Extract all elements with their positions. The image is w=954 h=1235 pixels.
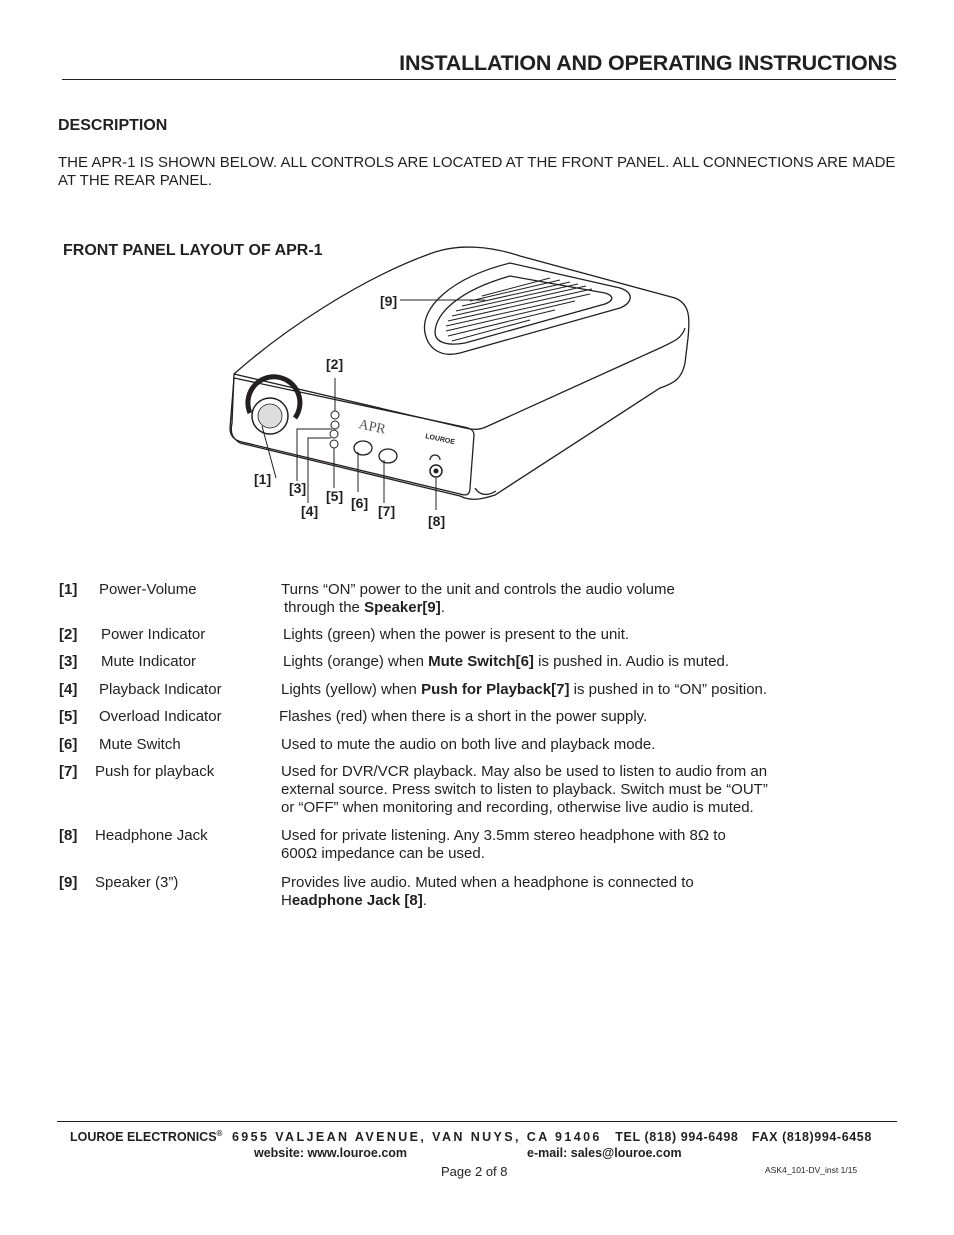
callout-7: [7] [378,503,396,519]
company-fax: FAX (818)994-6458 [751,1130,872,1145]
callout-2: [2] [326,356,344,372]
callout-8: [8] [428,513,446,529]
email-link[interactable]: e-mail: sales@louroe.com [527,1146,682,1160]
page-title: INSTALLATION AND OPERATING INSTRUCTIONS [399,51,897,75]
louroe-logo: LOUROE [424,433,456,447]
description-heading: DESCRIPTION [58,117,168,134]
callout-6: [6] [351,495,369,511]
page-number: Page 2 of 8 [441,1164,508,1179]
website-link[interactable]: website: www.louroe.com [254,1146,408,1160]
callout-5: [5] [326,488,344,504]
callout-3: [3] [289,480,307,496]
front-panel-heading: FRONT PANEL LAYOUT OF APR-1 [63,242,323,259]
company-address: 6955 VALJEAN AVENUE, VAN NUYS, CA 91406 [231,1130,602,1145]
registered-mark: ® [216,1129,223,1138]
callout-1: [1] [254,471,272,487]
company-name: LOUROE ELECTRONICS [70,1130,217,1145]
title-divider [62,79,896,80]
callout-9: [9] [380,293,398,309]
callout-4: [4] [301,503,319,519]
document-code: ASK4_101-DV_inst 1/15 [765,1165,858,1175]
company-tel: TEL (818) 994-6498 [615,1130,739,1145]
footer-divider [57,1121,897,1122]
description-text: THE APR-1 IS SHOWN BELOW. ALL CONTROLS ARE LOCATED AT THE FRONT PANEL. ALL CONNECTIONS ARE MADE AT THE REAR PANEL. [58,154,896,189]
footer-company-line [70,1129,872,1144]
device-model-label: APR [357,417,387,438]
